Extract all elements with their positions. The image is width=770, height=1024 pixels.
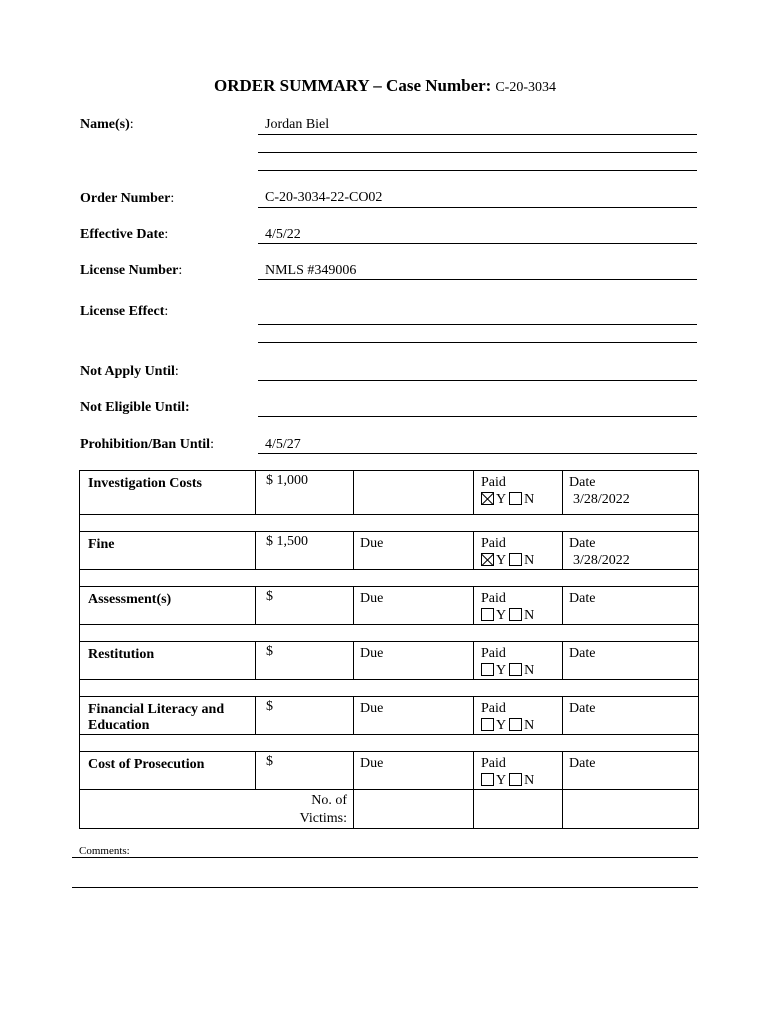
row-paid (474, 642, 563, 680)
spacer-row (80, 735, 699, 752)
names-label: Name(s): (80, 117, 134, 132)
victims-row (80, 790, 699, 829)
row-item-label: Cost of Prosecution (80, 752, 256, 790)
paid-options (481, 491, 556, 508)
row-item-label: Assessment(s) (80, 587, 256, 625)
row-paid (474, 697, 563, 735)
comments-label: Comments: (79, 845, 130, 857)
prohibition-ban-until-value[interactable]: 4/5/27 (265, 437, 301, 452)
date-label: Date (569, 591, 596, 606)
paid-yes-checkbox[interactable] (481, 718, 494, 731)
row-amount[interactable]: $ (256, 587, 354, 625)
license-effect-line-2[interactable] (258, 342, 697, 343)
table-row (80, 752, 699, 790)
row-item-label: Investigation Costs (80, 471, 256, 515)
effective-date-label: Effective Date: (80, 227, 169, 242)
row-due[interactable]: Due (354, 642, 474, 680)
paid-yes-label: Y (496, 773, 507, 788)
row-date[interactable] (563, 752, 699, 790)
license-effect-line-1[interactable] (258, 324, 697, 325)
effective-date-value[interactable]: 4/5/22 (265, 227, 301, 242)
paid-yes-checkbox[interactable] (481, 773, 494, 786)
row-paid (474, 587, 563, 625)
not-apply-until-line[interactable] (258, 380, 697, 381)
paid-options (481, 607, 556, 624)
spacer-cell (80, 570, 699, 587)
costs-table (79, 470, 699, 829)
row-due[interactable]: Due (354, 752, 474, 790)
effective-date-line (258, 243, 697, 244)
paid-no-checkbox[interactable] (509, 492, 522, 505)
spacer-cell (80, 625, 699, 642)
license-number-label: License Number: (80, 263, 183, 278)
spacer-row (80, 570, 699, 587)
victims-value[interactable] (354, 790, 474, 829)
row-amount[interactable]: $ 1,000 (256, 471, 354, 515)
date-label: Date (569, 756, 596, 771)
row-paid (474, 471, 563, 515)
spacer-row (80, 680, 699, 697)
row-date[interactable] (563, 532, 699, 570)
names-value[interactable]: Jordan Biel (265, 117, 330, 132)
victims-empty-cell (474, 790, 563, 829)
names-line-1 (258, 134, 697, 135)
order-number-value[interactable]: C-20-3034-22-CO02 (265, 190, 383, 205)
paid-label: Paid (481, 591, 506, 606)
paid-no-label: N (524, 553, 535, 568)
paid-yes-label: Y (496, 608, 507, 623)
victims-label: No. of Victims: (80, 790, 354, 829)
paid-options (481, 772, 556, 789)
spacer-cell (80, 515, 699, 532)
paid-no-label: N (524, 773, 535, 788)
paid-yes-label: Y (496, 553, 507, 568)
spacer-row (80, 625, 699, 642)
row-due[interactable] (354, 471, 474, 515)
row-amount[interactable]: $ 1,500 (256, 532, 354, 570)
paid-label: Paid (481, 756, 506, 771)
paid-options (481, 552, 556, 569)
license-number-value[interactable]: NMLS #349006 (265, 263, 357, 278)
paid-no-label: N (524, 608, 535, 623)
paid-no-checkbox[interactable] (509, 663, 522, 676)
comments-line-1[interactable] (72, 857, 698, 858)
prohibition-ban-until-label: Prohibition/Ban Until: (80, 437, 214, 452)
row-date[interactable] (563, 642, 699, 680)
table-row (80, 532, 699, 570)
paid-yes-label: Y (496, 492, 507, 507)
not-eligible-until-line[interactable] (258, 416, 697, 417)
paid-no-checkbox[interactable] (509, 718, 522, 731)
paid-options (481, 717, 556, 734)
date-label: Date (569, 701, 596, 716)
order-number-label: Order Number: (80, 191, 175, 206)
paid-no-checkbox[interactable] (509, 773, 522, 786)
paid-yes-label: Y (496, 718, 507, 733)
license-number-line (258, 279, 697, 280)
date-label: Date (569, 646, 596, 661)
table-row (80, 471, 699, 515)
prohibition-ban-until-line (258, 453, 697, 454)
paid-yes-checkbox[interactable] (481, 608, 494, 621)
not-eligible-until-label: Not Eligible Until: (80, 400, 190, 415)
row-date[interactable] (563, 471, 699, 515)
order-number-line (258, 207, 697, 208)
row-amount[interactable]: $ (256, 697, 354, 735)
spacer-cell (80, 680, 699, 697)
paid-no-checkbox[interactable] (509, 553, 522, 566)
row-amount[interactable]: $ (256, 752, 354, 790)
spacer-row (80, 515, 699, 532)
paid-no-checkbox[interactable] (509, 608, 522, 621)
paid-yes-checkbox[interactable] (481, 553, 494, 566)
paid-label: Paid (481, 646, 506, 661)
not-apply-until-label: Not Apply Until: (80, 364, 179, 379)
row-amount[interactable]: $ (256, 642, 354, 680)
row-due[interactable]: Due (354, 532, 474, 570)
title-heading: ORDER SUMMARY – Case Number: (213, 76, 492, 95)
title-case-number: C-20-3034 (495, 80, 557, 95)
paid-no-label: N (524, 492, 535, 507)
victims-empty-cell (563, 790, 699, 829)
row-date[interactable] (563, 587, 699, 625)
date-value[interactable]: 3/28/2022 (573, 492, 630, 507)
spacer-cell (80, 735, 699, 752)
names-line-2 (258, 152, 697, 153)
paid-yes-checkbox[interactable] (481, 663, 494, 676)
row-item-label: Restitution (80, 642, 256, 680)
names-line-3 (258, 170, 697, 171)
paid-yes-label: Y (496, 663, 507, 678)
table-row (80, 642, 699, 680)
paid-yes-checkbox[interactable] (481, 492, 494, 505)
page-title (0, 76, 770, 96)
row-item-label: Financial Literacy and Education (80, 697, 256, 735)
comments-line-2[interactable] (72, 887, 698, 888)
date-value[interactable]: 3/28/2022 (573, 553, 630, 568)
paid-options (481, 662, 556, 679)
table-row (80, 587, 699, 625)
table-row (80, 697, 699, 735)
paid-label: Paid (481, 701, 506, 716)
date-label: Date (569, 475, 596, 490)
row-paid (474, 752, 563, 790)
row-paid (474, 532, 563, 570)
paid-label: Paid (481, 475, 506, 490)
row-date[interactable] (563, 697, 699, 735)
row-due[interactable]: Due (354, 697, 474, 735)
row-item-label: Fine (80, 532, 256, 570)
row-due[interactable]: Due (354, 587, 474, 625)
paid-label: Paid (481, 536, 506, 551)
date-label: Date (569, 536, 596, 551)
paid-no-label: N (524, 663, 535, 678)
license-effect-label: License Effect: (80, 304, 169, 319)
paid-no-label: N (524, 718, 535, 733)
